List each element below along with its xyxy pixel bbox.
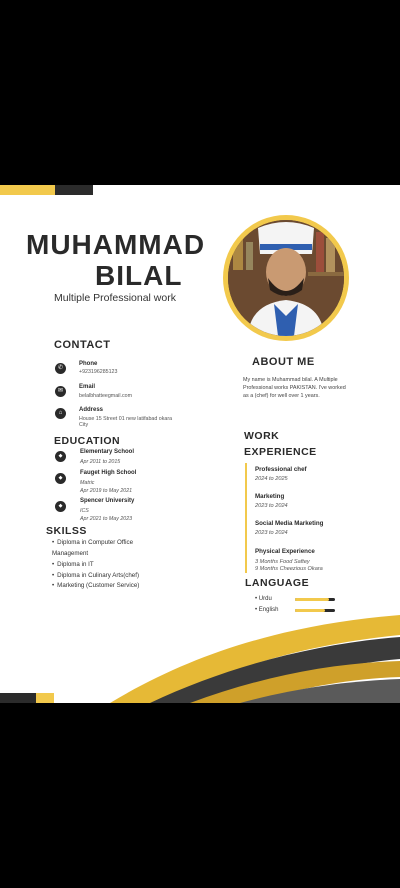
bottom-dark-bar: [0, 693, 36, 703]
education-detail-2: Matric: [80, 480, 95, 486]
language-level-fill-1: [295, 598, 329, 601]
about-text: My name is Muhammad bilal. A Multiple Professional works PAKISTAN. I've worked as a (chef) for well over 1 years.: [243, 377, 346, 399]
skills-heading: SKILSS: [46, 525, 87, 537]
email-title: Email: [79, 384, 96, 390]
graduation-icon: ◆: [55, 501, 66, 512]
education-detail-3: ICS: [80, 508, 89, 514]
language-heading: LANGUAGE: [245, 577, 310, 589]
work-date-3: 2023 to 2024: [255, 530, 288, 536]
education-detail-1: Apr 2011 to 2015: [80, 459, 121, 465]
email-value: belalbhatteegmail.com: [79, 393, 132, 399]
work-date-2: 2023 to 2024: [255, 503, 288, 509]
profile-photo-frame: [223, 215, 349, 341]
skill-item: • Diploma in Computer Office Management: [52, 538, 162, 560]
phone-icon: ✆: [55, 363, 66, 374]
top-dark-bar: [55, 185, 93, 195]
work-date-1: 2024 to 2025: [255, 476, 288, 482]
top-yellow-bar: [0, 185, 55, 195]
work-detail-4b: 9 Months Cheezious Okara: [255, 566, 323, 572]
chef-portrait-illustration: [228, 220, 344, 336]
graduation-icon: ◆: [55, 451, 66, 462]
language-level-bar-2: [295, 609, 335, 612]
profile-photo: [228, 220, 344, 336]
address-title: Address: [79, 407, 104, 413]
subtitle: Multiple Professional work: [54, 292, 176, 304]
education-heading: EDUCATION: [54, 435, 121, 447]
location-icon: ⌂: [55, 408, 66, 419]
education-school-1: Elementary School: [80, 449, 135, 455]
work-title-3: Social Media Marketing: [255, 520, 324, 527]
about-heading: ABOUT ME: [252, 356, 315, 368]
contact-heading: CONTACT: [54, 339, 111, 351]
work-title-4: Physical Experience: [255, 548, 315, 555]
education-school-2: Fauget High School: [80, 470, 137, 476]
skills-list: [52, 538, 162, 592]
email-icon: ✉: [55, 386, 66, 397]
last-name: BILAL: [95, 260, 183, 291]
work-title-1: Professional chef: [255, 466, 307, 473]
education-date-3: Apr 2021 to May 2023: [80, 516, 133, 522]
language-name-2: • English: [255, 607, 278, 613]
address-value: House 15 Street 01 new latifabad okara City: [79, 416, 173, 429]
graduation-icon: ◆: [55, 473, 66, 484]
education-date-2: Apr 2019 to May 2021: [80, 488, 133, 494]
first-name: MUHAMMAD: [26, 229, 206, 260]
resume-page: [0, 185, 400, 703]
phone-title: Phone: [79, 361, 98, 367]
phone-value: +923196285123: [79, 369, 118, 375]
skill-item: • Diploma in Culinary Arts(chef): [52, 571, 162, 582]
bottom-yellow-bar: [36, 693, 54, 703]
work-timeline-line: [245, 463, 247, 573]
language-level-fill-2: [295, 609, 325, 612]
work-heading: WORK EXPERIENCE: [244, 430, 317, 458]
education-school-3: Spencer University: [80, 498, 135, 504]
work-title-2: Marketing: [255, 493, 285, 500]
work-detail-4a: 3 Months Food Saftey: [255, 559, 310, 565]
skill-item: • Marketing (Customer Service): [52, 581, 162, 592]
language-level-bar-1: [295, 598, 335, 601]
decorative-swoosh: [0, 615, 400, 703]
skill-item: • Diploma in IT: [52, 560, 162, 571]
language-name-1: • Urdu: [255, 596, 272, 602]
